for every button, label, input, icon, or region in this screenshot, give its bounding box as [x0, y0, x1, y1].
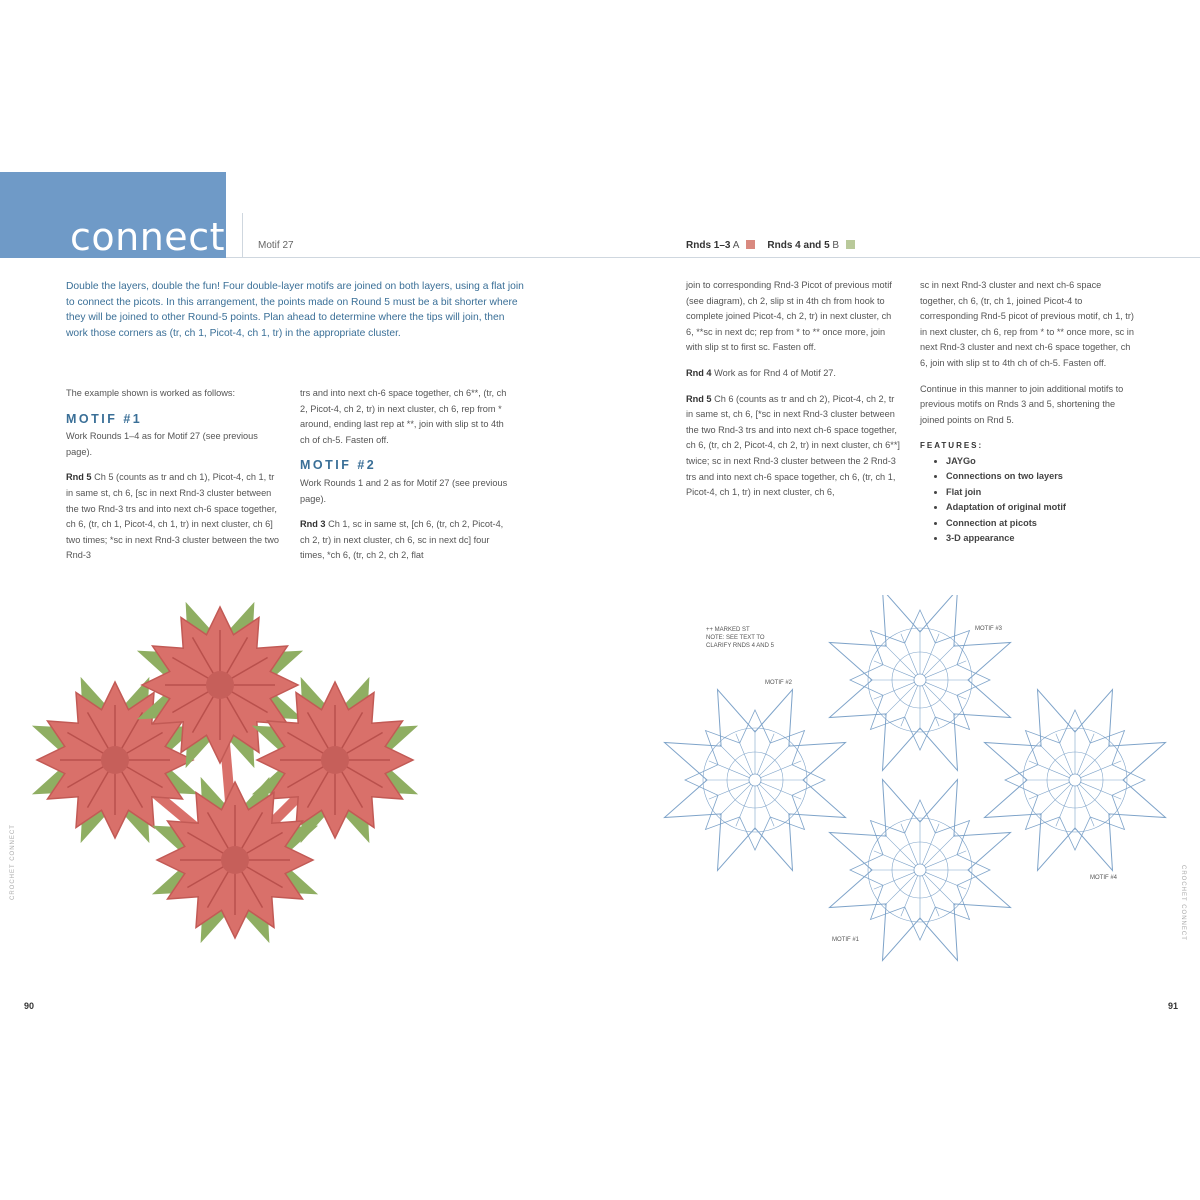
diagram-motif	[830, 595, 1011, 771]
diagram-stitch	[885, 874, 916, 905]
stitch-diagram	[655, 595, 1185, 970]
diagram-center-ring	[914, 674, 926, 686]
diagram-stitch	[757, 734, 774, 775]
diagram-stitch	[720, 745, 751, 776]
rnd-text: Work as for Rnd 4 of Motif 27.	[714, 367, 836, 378]
diagram-stitch	[736, 734, 753, 775]
diagram-stitch	[1040, 745, 1071, 776]
diagram-stitch	[924, 684, 955, 715]
rnd-label: Rnd 5	[66, 472, 92, 483]
diagram-label-motif-4: MOTIF #4	[1090, 875, 1118, 881]
legend-letter-a: A	[732, 240, 739, 251]
rnd-label: Rnd 3	[300, 519, 326, 530]
legend-label-a: Rnds 1–3	[686, 240, 731, 251]
diagram-stitch	[926, 872, 967, 889]
diagram-stitch	[901, 824, 918, 865]
title-rule	[226, 257, 1200, 258]
diagram-stitch	[1029, 761, 1070, 778]
rnd-label: Rnd 4	[686, 367, 712, 378]
motif-2-rnd4	[686, 366, 901, 382]
continue-paragraph: Continue in this manner to join additional motifs to previous motifs on Rnds 3 and 5, shortening the joined points on Rnd 5.	[920, 383, 1124, 425]
motif-2-rnd3-continued: join to corresponding Rnd-3 Picot of previous motif (see diagram), ch 2, slip st in 4th ch from hook to complete joined Picot-4, ch 2, tr) in next cluster, ch 6, **sc in next dc; rep from * to ** once more, join with slip st to first sc. Fasten off.	[686, 280, 892, 353]
diagram-label-motif-2: MOTIF #2	[765, 680, 793, 686]
diagram-stitch	[922, 634, 939, 675]
motif-1-rounds: Work Rounds 1–4 as for Motif 27 (see previous page).	[66, 431, 258, 457]
diagram-stitch	[874, 661, 915, 678]
diagram-stitch	[709, 782, 750, 799]
diagram-stitch	[874, 872, 915, 889]
diagram-stitch	[1079, 745, 1110, 776]
diagram-center-ring	[1069, 774, 1081, 786]
diagram-stitch	[757, 786, 774, 827]
column-4	[920, 278, 1135, 546]
diagram-stitch	[1077, 734, 1094, 775]
legend-label-b: Rnds 4 and 5	[767, 240, 830, 251]
feature-item: • Connections on two layers	[946, 469, 1135, 484]
diagram-motif	[665, 690, 846, 871]
diagram-stitch	[926, 661, 967, 678]
rnd-text: Ch 1, sc in same st, [ch 6, (tr, ch 2, Picot-4, ch 2, tr) in next cluster, ch 6, sc in next dc] four times, *ch 6, (tr, ch 2, ch 2, flat	[300, 519, 504, 561]
diagram-stitch	[926, 851, 967, 868]
rnd-text: Ch 6 (counts as tr and ch 2), Picot-4, ch 2, tr in same st, ch 6, [*sc in next Rnd-3 cluster between the two Rnd-3 trs and into next ch-6 space together, ch 6, (tr, ch 2, Picot-4, ch 2, tr) in next cluster, ch 6**] twice; sc in next Rnd-3 cluster between the 2 Rnd-3 trs and into next ch-6 space together, ch 6, (tr, ch 1, Picot-4, ch 1, tr) in next cluster, ch 6,	[686, 393, 900, 498]
page-number-left: 90	[24, 1001, 35, 1011]
column-1	[66, 386, 281, 574]
diagram-stitch	[761, 782, 802, 799]
motif-2-rnd3	[300, 517, 515, 564]
diagram-stitch	[761, 761, 802, 778]
page-number-right: 91	[1168, 1001, 1179, 1011]
legend-swatch-b	[846, 240, 855, 249]
diagram-stitch	[922, 824, 939, 865]
diagram-label-motif-3: MOTIF #3	[975, 626, 1003, 632]
diagram-points	[830, 780, 1011, 961]
diagram-stitch	[759, 745, 790, 776]
legend-letter-b: B	[832, 240, 840, 251]
diagram-stitch	[901, 876, 918, 917]
diagram-stitch	[922, 686, 939, 727]
feature-item: • Flat join	[946, 485, 1135, 500]
rnd-label: Rnd 5	[686, 393, 712, 404]
diagram-stitch	[885, 684, 916, 715]
motif-2-rnd5-continued: sc in next Rnd-3 cluster and next ch-6 space together, ch 6, (tr, ch 1, joined Picot-4 to corresponding Rnd-5 picot of previous motif, ch 1, tr) in next cluster, ch 6, rep from * to ** once more, sc in next Rnd-3 cluster and next ch-6 space together, ch 6, join with slip st to 4th ch of ch-5. Fasten off.	[920, 280, 1134, 368]
diagram-stitch	[926, 682, 967, 699]
diagram-stitch	[1081, 782, 1122, 799]
diagram-stitch	[901, 634, 918, 675]
diagram-center-ring	[749, 774, 761, 786]
diagram-stitch	[720, 784, 751, 815]
features-heading: FEATURES:	[920, 441, 984, 451]
chapter-title: connect	[70, 215, 225, 259]
diagram-points	[665, 690, 846, 871]
diagram-stitch	[924, 874, 955, 905]
motif-1-rnd5	[66, 470, 281, 564]
diagram-stitch	[885, 645, 916, 676]
diagram-stitch	[874, 851, 915, 868]
motif-1-heading: MOTIF #1	[66, 411, 143, 426]
features-list	[920, 454, 1135, 546]
motif-center	[101, 746, 129, 774]
diagram-stitch	[1079, 784, 1110, 815]
example-line: The example shown is worked as follows:	[66, 388, 236, 398]
diagram-label-motif-1: MOTIF #1	[832, 937, 860, 943]
diagram-motif	[985, 690, 1166, 871]
diagram-stitch	[1056, 734, 1073, 775]
diagram-stitch	[1077, 786, 1094, 827]
diagram-stitch	[1081, 761, 1122, 778]
title-tick	[242, 213, 243, 257]
motif-center	[321, 746, 349, 774]
diagram-stitch	[1029, 782, 1070, 799]
feature-item: • JAYGo	[946, 454, 1135, 469]
feature-item: • Connection at picots	[946, 516, 1135, 531]
diagram-stitch	[1056, 786, 1073, 827]
diagram-points	[985, 690, 1166, 871]
rnd-text: Ch 5 (counts as tr and ch 1), Picot-4, ch 1, tr in same st, ch 6, [sc in next Rnd-3 cluster between the two Rnd-3 trs and into next ch-6 space together, ch 6, (tr, ch 1, Picot-4, ch 1, tr) in next cluster, ch 6] two times; *sc in next Rnd-3 cluster between the two Rnd-3	[66, 472, 279, 561]
feature-item: • 3-D appearance	[946, 531, 1135, 546]
diagram-stitch	[922, 876, 939, 917]
diagram-note: ++ MARKED ST NOTE: SEE TEXT TO CLARIFY RNDS 4 AND 5	[706, 627, 774, 649]
motif-center	[221, 846, 249, 874]
column-2	[300, 386, 515, 574]
diagram-stitch	[736, 786, 753, 827]
running-head-right: CROCHET CONNECT	[1180, 865, 1186, 941]
diagram-stitch	[759, 784, 790, 815]
diagram-stitch	[924, 645, 955, 676]
intro-paragraph: Double the layers, double the fun! Four double-layer motifs are joined on both layers, using a flat join to connect the picots. In this arrangement, the points made on Round 5 must be a bit shorter where they will be joined to other Round-5 points. Plan ahead to determine where the tips will join, then work those corners as (tr, ch 1, Picot-4, ch 1, tr) in the appropriate cluster.	[66, 281, 524, 339]
motif-2-heading: MOTIF #2	[300, 458, 377, 473]
column-3	[686, 278, 901, 511]
diagram-stitch	[1040, 784, 1071, 815]
motif-reference: Motif 27	[258, 240, 294, 251]
legend-swatch-a	[746, 240, 755, 249]
diagram-stitch	[709, 761, 750, 778]
motif-center	[206, 671, 234, 699]
color-legend	[686, 240, 865, 251]
running-head-left: CROCHET CONNECT	[10, 824, 16, 900]
motif-2-rounds: Work Rounds 1 and 2 as for Motif 27 (see previous page).	[300, 477, 508, 504]
diagram-motif	[830, 780, 1011, 961]
diagram-stitch	[924, 835, 955, 866]
motif-1-rnd5-continued: trs and into next ch-6 space together, ch 6**, (tr, ch 2, Picot-4, ch 2, tr) in next cluster, ch 6, rep from * around, ending last rep at **, join with slip st to 4th ch of ch-5. Fasten off.	[300, 388, 507, 445]
diagram-center-ring	[914, 864, 926, 876]
diagram-stitch	[885, 835, 916, 866]
crochet-sample-photo	[20, 590, 550, 960]
feature-item: • Adaptation of original motif	[946, 500, 1135, 515]
diagram-stitch	[874, 682, 915, 699]
diagram-stitch	[901, 686, 918, 727]
motif-2-rnd5	[686, 392, 901, 501]
